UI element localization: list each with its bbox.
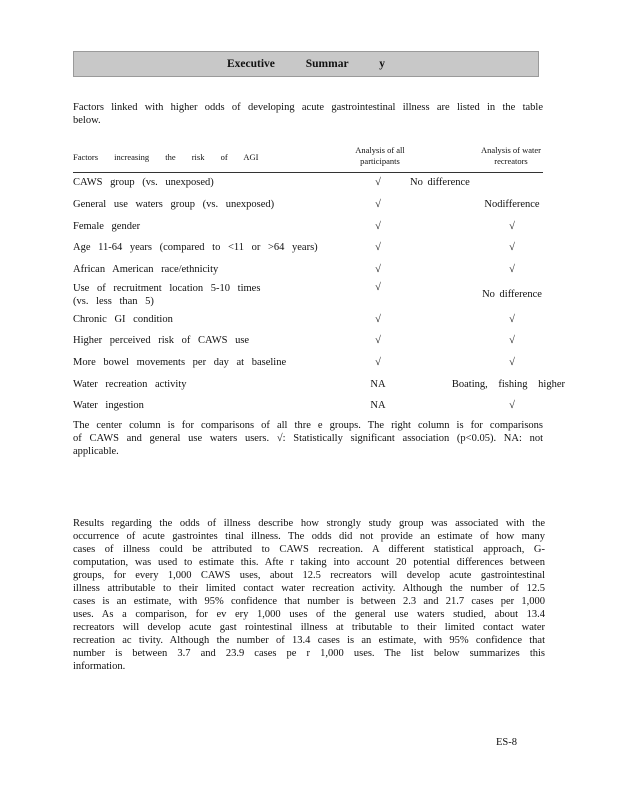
all-cell: √ xyxy=(375,335,381,346)
water-cell: √ xyxy=(509,357,515,368)
factor-cell: CAWS group (vs. unexposed) xyxy=(73,177,214,188)
header-water-recreators: Analysis of water recreators xyxy=(481,145,541,166)
factor-cell: Water ingestion xyxy=(73,400,144,411)
section-title: Executive Summar y xyxy=(226,58,385,70)
header-factors: Factors increasing the risk of AGI xyxy=(73,152,259,162)
section-title-bar xyxy=(73,51,539,77)
all-cell: NA xyxy=(370,379,386,390)
all-cell: √ xyxy=(375,199,381,210)
water-cell: √ xyxy=(509,242,515,253)
results-paragraph: Results regarding the odds of illness describe how strongly study group was associated with the occurrence of acute gastrointes tinal illness. The odds did not provide an estimate of how many cases of illness could be attributed to CAWS recreation. A different statistical approach, G-computation, was used to estimate this. Afte r taking into account 20 potential differences between groups, for every 1,000 CAWS uses, about 12.5 recreators will develop acute gastrointestinal illness attributable to their limited contact water recreation activity. Although the number of 12.5 cases is an estimate, with 95% confidence that number is between 2.3 and 21.7 cases per 1,000 uses. As a comparison, for ev ery 1,000 uses of the general use waters studied, about 13.4 recreators will develop acute gast rointestinal illness at tributable to their limited contact water recreation ac tivity. Although the number of 13.4 cases is an estimate, with 95% confidence that number is between 3.7 and 23.9 cases pe r 1,000 uses. The list below summarizes this information. xyxy=(73,518,545,672)
all-cell: NA xyxy=(370,400,386,411)
water-cell: No difference xyxy=(482,289,542,300)
water-cell: Nodifference xyxy=(484,199,540,210)
factor-cell: African American race/ethnicity xyxy=(73,264,219,275)
all-cell: √ xyxy=(375,177,381,188)
water-cell: No difference xyxy=(410,177,470,188)
water-cell: √ xyxy=(509,221,515,232)
page-number: ES-8 xyxy=(496,737,517,748)
header-all-participants: Analysis of all participants xyxy=(355,145,405,166)
water-cell: √ xyxy=(509,264,515,275)
factor-cell: Female gender xyxy=(73,221,141,232)
intro-paragraph: Factors linked with higher odds of developing acute gastrointestinal illness are listed in the table below. xyxy=(73,102,543,126)
factor-cell: Water recreation activity xyxy=(73,379,187,390)
all-cell: √ xyxy=(375,242,381,253)
all-cell: √ xyxy=(375,314,381,325)
factor-cell: Age 11-64 years (compared to <11 or >64 years) xyxy=(73,242,318,253)
factor-cell: More bowel movements per day at baseline xyxy=(73,357,287,368)
table-footnote: The center column is for comparisons of all thre e groups. The right column is for comparisons of CAWS and general use waters users. √: Statistically significant association (p<0.05). NA: not applicable. xyxy=(73,420,543,457)
factor-cell: General use waters group (vs. unexposed) xyxy=(73,199,275,210)
all-cell: √ xyxy=(375,221,381,232)
water-cell: Boating, fishing higher xyxy=(451,379,565,390)
header-divider xyxy=(73,172,543,173)
factor-cell: Higher perceived risk of CAWS use xyxy=(73,335,250,346)
water-cell: √ xyxy=(509,335,515,346)
water-cell: √ xyxy=(509,314,515,325)
all-cell: √ xyxy=(375,357,381,368)
factor-cell: Use of recruitment location 5-10 times (vs. less than 5) xyxy=(73,283,261,307)
all-cell: √ xyxy=(375,282,381,293)
all-cell: √ xyxy=(375,264,381,275)
water-cell: √ xyxy=(509,400,515,411)
factor-cell: Chronic GI condition xyxy=(73,314,173,325)
